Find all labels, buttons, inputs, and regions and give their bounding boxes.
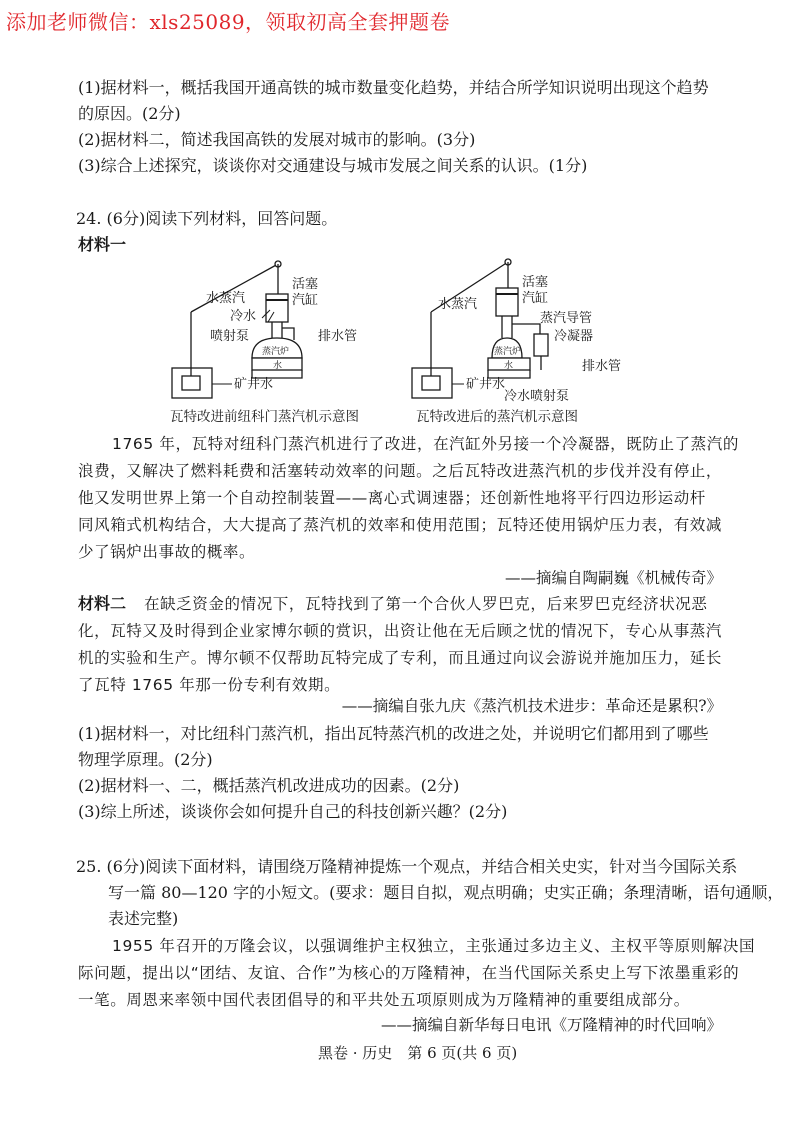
q23-sub1-line1: (1)据材料一，概括我国开通高铁的城市数量变化趋势，并结合所学知识说明出现这个趋势	[78, 78, 709, 97]
diagram1-caption: 瓦特改进前纽科门蒸汽机示意图	[170, 409, 359, 425]
material1-line: 同风箱式机构结合，大大提高了蒸汽机的效率和使用范围；瓦特还使用锅炉压力表，有效减	[78, 516, 723, 534]
q25-header-line2: 写一篇 80—120 字的小短文。(要求：题目自拟，观点明确；史实正确；条理清晰，语句通顺，	[108, 883, 784, 902]
label-mine-water: 矿井水	[466, 377, 506, 392]
q25-material-source: ——摘编自新华每日电讯《万隆精神的时代回响》	[380, 1016, 722, 1034]
q25-material-line: 1955 年召开的万隆会议，以强调维护主权独立，主张通过多边主义、主权平等原则解决国	[112, 937, 756, 955]
material1-line: 1765 年，瓦特对纽科门蒸汽机进行了改进，在汽缸外另接一个冷凝器，既防止了蒸汽的	[112, 435, 739, 453]
material1-line: 少了锅炉出事故的概率。	[78, 543, 256, 561]
label-water: 水	[273, 361, 283, 371]
q23-sub2: (2)据材料二，简述我国高铁的发展对城市的影响。(3分)	[78, 130, 476, 149]
diagram2-caption: 瓦特改进后的蒸汽机示意图	[416, 409, 578, 425]
material2-line: 化，瓦特又及时得到企业家博尔顿的赏识，出资让他在无后顾之忧的情况下，专心从事蒸汽	[78, 622, 723, 640]
q25-header-line1: 25. (6分)阅读下面材料，请围绕万隆精神提炼一个观点，并结合相关史实，针对当今国际关系	[76, 857, 738, 876]
cylinder	[266, 294, 288, 322]
label-piston: 活塞	[522, 275, 549, 290]
label-steam: 水蒸汽	[438, 297, 478, 312]
label-condenser: 冷凝器	[554, 329, 594, 344]
label-cylinder: 汽缸	[292, 293, 319, 308]
watt-engine-diagram	[408, 258, 648, 408]
label-boiler: 蒸汽炉	[262, 347, 290, 357]
cylinder	[496, 288, 518, 316]
label-cold-water-jet-pump: 冷水喷射泵	[504, 389, 570, 404]
bucket	[422, 376, 440, 390]
label-cold-water: 冷水	[230, 309, 257, 324]
q24-material1-label: 材料一	[78, 235, 127, 254]
material2-source: ——摘编自张九庆《蒸汽机技术进步：革命还是累积?》	[341, 697, 722, 715]
material2-line: 了瓦特 1765 年那一份专利有效期。	[78, 676, 341, 694]
q25-material-line: 一笔。周恩来率领中国代表团倡导的和平共处五项原则成为万隆精神的重要组成部分。	[78, 991, 690, 1009]
page-footer: 黑卷 · 历史 第 6 页(共 6 页)	[318, 1044, 518, 1062]
label-jet-pump: 喷射泵	[210, 329, 250, 344]
label-steam: 水蒸汽	[206, 291, 246, 306]
label-drain-pipe: 排水管	[318, 329, 358, 344]
label-water: 水	[504, 361, 514, 371]
q24-header: 24. (6分)阅读下列材料，回答问题。	[76, 209, 338, 228]
q25-header-line3: 表述完整)	[108, 909, 179, 928]
q23-sub1-line2: 的原因。(2分)	[78, 104, 181, 123]
q24-sub1-line1: (1)据材料一，对比纽科门蒸汽机，指出瓦特蒸汽机的改进之处，并说明它们都用到了哪些	[78, 724, 709, 743]
label-cylinder: 汽缸	[522, 291, 549, 306]
material2-line: 机的实验和生产。博尔顿不仅帮助瓦特完成了专利，而且通过向议会游说并施加压力，延长	[78, 649, 723, 667]
bucket	[182, 376, 200, 390]
q23-sub3: (3)综合上述探究，谈谈你对交通建设与城市发展之间关系的认识。(1分)	[78, 156, 588, 175]
q24-sub3: (3)综上所述，谈谈你会如何提升自己的科技创新兴趣？(2分)	[78, 802, 508, 821]
watermark-text: 添加老师微信：xls25089，领取初高全套押题卷	[6, 10, 451, 34]
material1-source: ——摘编自陶嗣巍《机械传奇》	[504, 569, 722, 587]
label-piston: 活塞	[292, 277, 319, 292]
material1-line: 他又发明世界上第一个自动控制装置——离心式调速器；还创新性地将平行四边形运动杆	[78, 489, 706, 507]
label-mine-water: 矿井水	[234, 377, 274, 392]
condenser	[534, 334, 548, 356]
q24-material2-label: 材料二	[78, 594, 127, 613]
label-boiler: 蒸汽炉	[494, 347, 522, 357]
q25-material-line: 际问题，提出以“团结、友谊、合作”为核心的万隆精神，在当代国际关系史上写下浓墨重彩的	[78, 964, 740, 982]
label-drain-pipe: 排水管	[582, 359, 622, 374]
q24-sub1-line2: 物理学原理。(2分)	[78, 750, 213, 769]
label-steam-conduit: 蒸汽导管	[540, 311, 593, 326]
material1-line: 浪费，又解决了燃料耗费和活塞转动效率的问题。之后瓦特改进蒸汽机的步伐并没有停止，	[78, 462, 723, 480]
newcomen-engine-diagram	[168, 258, 388, 408]
material2-line: 在缺乏资金的情况下，瓦特找到了第一个合伙人罗巴克，后来罗巴克经济状况恶	[144, 595, 708, 613]
q24-sub2: (2)据材料一、二，概括蒸汽机改进成功的因素。(2分)	[78, 776, 460, 795]
